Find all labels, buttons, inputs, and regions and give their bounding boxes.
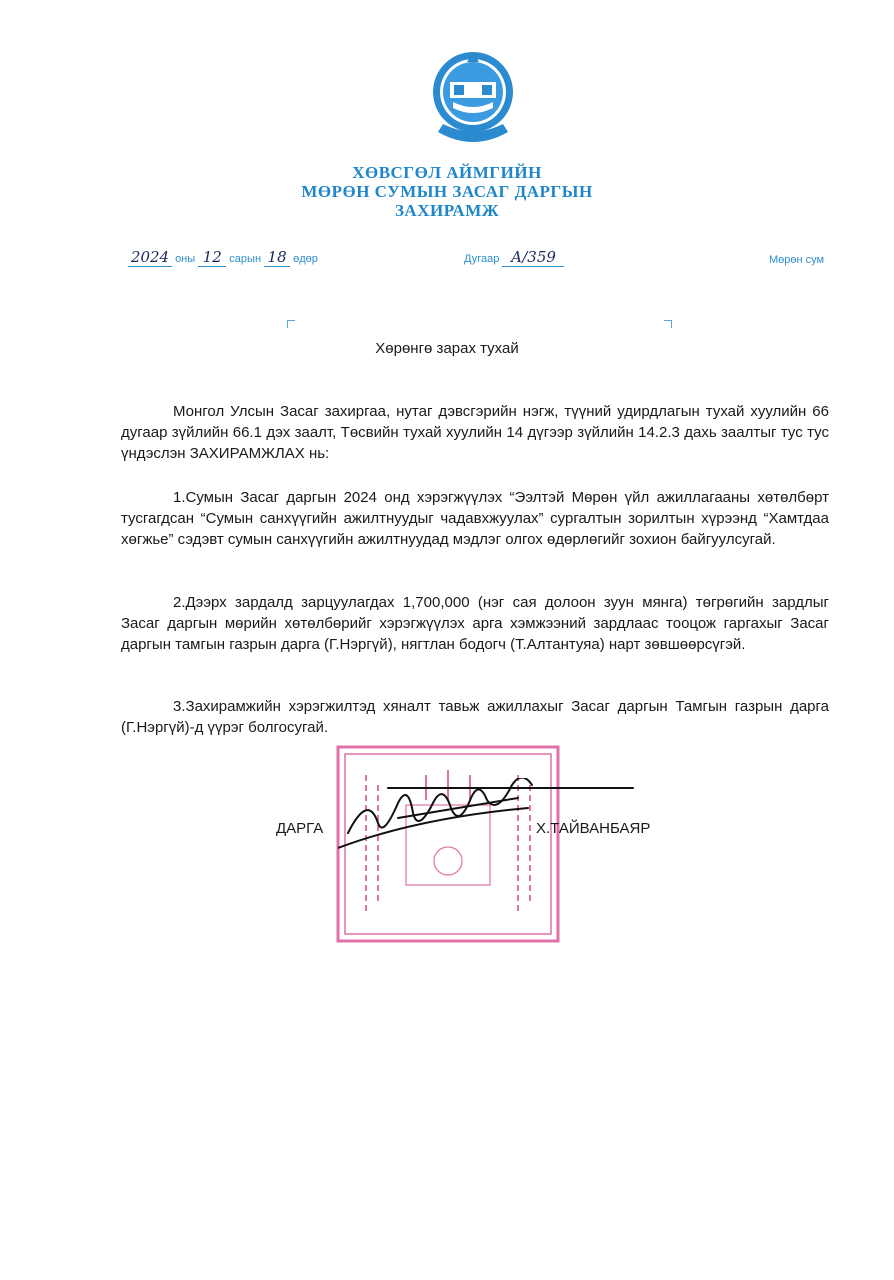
date-year-suffix: оны: [175, 253, 196, 265]
paragraph-preamble: Монгол Улсын Засаг захиргаа, нутаг дэвсгэрийн нэгж, түүний удирдлагын тухай хуулийн 66 дугаар зүйлийн 66.1 дэх заалт, Төсвийн тухай хуулийн 14 дүгээр зүйлийн 14.2.3 дахь заалтыг тус тус үндэслэн ЗАХИРАМЖЛАХ нь:: [121, 403, 829, 462]
paragraph-item-2: 2.Дээрх зардалд зарцуулагдах 1,700,000 (нэг сая долоон зуун мянга) төгрөгийн зардлыг Засаг даргын мөрийн хөтөлбөрийг хэрэгжүүлэх арга хэмжээний зардлаас тооцож гаргахыг Засаг даргын тамгын газрын дарга (Г.Нэргүй), нягтлан бодогч (Т.Алтантуяа) нарт зөвшөөрсүгэй.: [121, 594, 829, 653]
number-value: А/359: [502, 248, 564, 267]
header-line-1: ХӨВСГӨЛ АЙМГИЙН: [352, 163, 542, 182]
decree-place: Мөрөн сум: [769, 254, 825, 266]
number-label: Дугаар: [464, 253, 500, 265]
handwritten-signature: [338, 778, 638, 858]
state-emblem-icon: [428, 42, 518, 152]
date-day-suffix: өдөр: [293, 253, 318, 265]
date-year: 2024: [128, 248, 172, 267]
signatory-title: ДАРГА: [276, 820, 324, 837]
date-month-suffix: сарын: [229, 253, 262, 265]
corner-mark-left: [287, 320, 295, 328]
date-month: 12: [198, 248, 226, 267]
paragraph-item-3: 3.Захирамжийн хэрэгжилтэд хяналт тавьж ажиллахыг Засаг даргын Тамгын газрын дарга (Г.Нэргүй)-д үүрэг болгосугай.: [121, 698, 829, 736]
decree-date: [128, 248, 318, 267]
decree-subject: Хөрөнгө зарах тухай: [375, 340, 519, 357]
paragraph-item-1: 1.Сумын Засаг даргын 2024 онд хэрэгжүүлэх “Ээлтэй Мөрөн үйл ажиллагааны хөтөлбөрт тусгагдсан “Сумын санхүүгийн ажилтнуудыг чадавхжуулах” сургалтын зорилтын хүрээнд “Хамтдаа хөгжье” сэдэвт сумын санхүүгийн ажилтнуудад мэдлэг олгох өдөрлөгийг зохион байгуулсугай.: [121, 489, 829, 548]
signatory-name: Х.ТАЙВАНБАЯР: [536, 820, 651, 837]
date-day: 18: [264, 248, 290, 267]
decree-number: [464, 248, 564, 267]
header-line-3: ЗАХИРАМЖ: [394, 201, 500, 220]
corner-mark-right: [664, 320, 672, 328]
header-line-2: МӨРӨН СУМЫН ЗАСАГ ДАРГЫН: [301, 182, 593, 201]
